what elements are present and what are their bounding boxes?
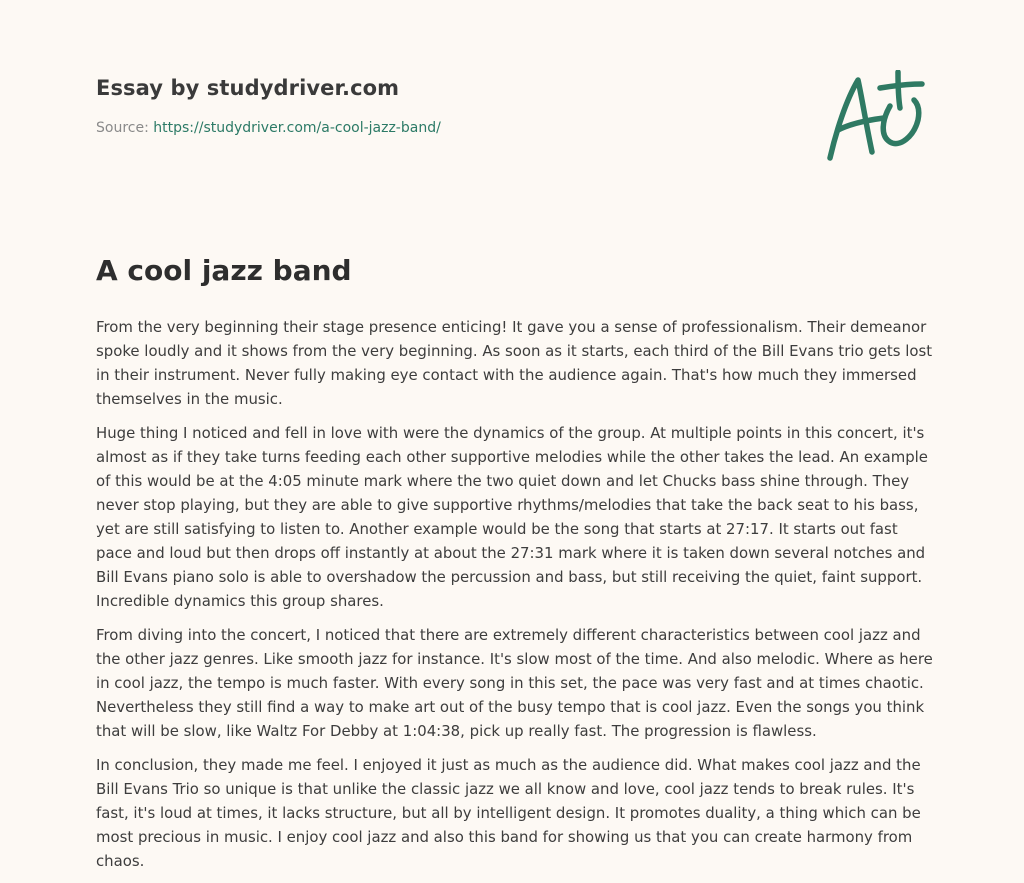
a-plus-logo-icon [822, 70, 926, 166]
essay-paragraph: Huge thing I noticed and fell in love with were the dynamics of the group. At multiple points in this concert, it's almost as if they take turns feeding each other supportive melodies while the other takes the lead. An example of this would be at the 4:05 minute mark where the two quiet down and let Chucks bass shine through. They never stop playing, but they are able to give supportive rhythms/melodies that take the back seat to his bass, yet are still satisfying to listen to. Another example would be the song that starts at 27:17. It starts out fast pace and loud but then drops off instantly at about the 27:31 mark where it is taken down several notches and Bill Evans piano solo is able to overshadow the percussion and bass, but still receiving the quiet, faint support. Incredible dynamics this group shares. [96, 424, 928, 610]
site-title: Essay by studydriver.com [96, 76, 400, 100]
source-link[interactable]: https://studydriver.com/a-cool-jazz-band/ [153, 120, 441, 136]
page-header [96, 76, 932, 186]
essay-paragraph: From diving into the concert, I noticed that there are extremely different characteristics between cool jazz and the other jazz genres. Like smooth jazz for instance. It's slow most of the time. And also melodic. Where as here in cool jazz, the tempo is much faster. With every song in this set, the pace was very fast and at times chaotic. Nevertheless they still find a way to make art out of the busy tempo that is cool jazz. Even the songs you think that will be slow, like Waltz For Debby at 1:04:38, pick up really fast. The progression is flawless. [96, 626, 933, 740]
essay-paragraph: In conclusion, they made me feel. I enjoyed it just as much as the audience did. What makes cool jazz and the Bill Evans Trio so unique is that unlike the classic jazz we all know and love, cool jazz tends to break rules. It's fast, it's loud at times, it lacks structure, but all by intelligent design. It promotes duality, a thing which can be most precious in music. I enjoy cool jazz and also this band for showing us that you can create harmony from chaos. [96, 756, 921, 870]
essay-title: A cool jazz band [96, 254, 352, 287]
source-label: Source: [96, 120, 149, 136]
source-line [96, 120, 932, 136]
essay-paragraph: From the very beginning their stage presence enticing! It gave you a sense of professionalism. Their demeanor spoke loudly and it shows from the very beginning. As soon as it starts, each third of the Bill Evans trio gets lost in their instrument. Never fully making eye contact with the audience again. That's how much they immersed themselves in the music. [96, 318, 933, 408]
essay-body [96, 315, 938, 883]
